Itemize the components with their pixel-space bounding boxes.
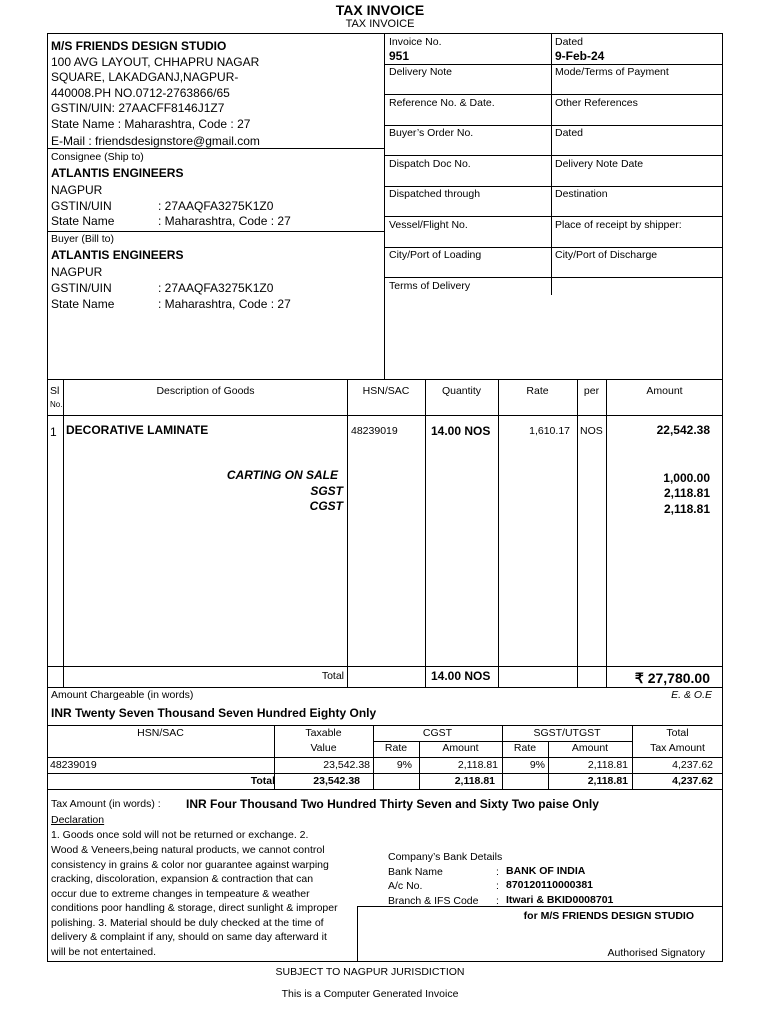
item-hsn: 48239019 (351, 425, 398, 437)
signature-for: for M/S FRIENDS DESIGN STUDIO (523, 910, 694, 922)
amount-words-label: Amount Chargeable (in words) (51, 689, 194, 701)
tax-row-sgst-amount: 2,118.81 (587, 759, 628, 771)
declaration-line: cracking, discoloration, expansion & contraction that can (51, 873, 314, 885)
seller-state: State Name : Maharashtra, Code : 27 (51, 117, 251, 131)
tax-col-total: Total (666, 727, 689, 739)
buyer-name: ATLANTIS ENGINEERS (51, 248, 184, 262)
total-label: Total (321, 670, 344, 682)
tax-in-words: INR Four Thousand Two Hundred Thirty Seven and Sixty Two paise Only (186, 797, 599, 811)
tax-words-label: Tax Amount (in words) : (51, 798, 161, 810)
charge-label: CARTING ON SALE (226, 468, 338, 482)
tax-col-hsn: HSN/SAC (137, 727, 184, 739)
buyer-state-label: State Name (51, 297, 115, 311)
tax-col-cgst-amount: Amount (442, 742, 479, 754)
consignee-state-label: State Name (51, 214, 115, 228)
item-sl: 1 (50, 425, 57, 439)
other-references-label: Other References (555, 97, 638, 109)
port-discharge-label: City/Port of Discharge (555, 249, 658, 261)
seller-gstin: GSTIN/UIN: 27AACFF8146J1Z7 (51, 101, 225, 115)
place-receipt-label: Place of receipt by shipper: (555, 219, 682, 231)
charge-amount: 2,118.81 (663, 502, 710, 516)
tax-row-hsn: 48239019 (50, 759, 97, 771)
declaration-line: delivery & complaint if any, should on same day afterward it (51, 931, 327, 943)
tax-col-sgst: SGST/UTGST (533, 727, 601, 739)
footer-jurisdiction: SUBJECT TO NAGPUR JURISDICTION (275, 966, 465, 978)
consignee-gstin-value: : 27AAQFA3275K1Z0 (158, 199, 274, 213)
port-loading-label: City/Port of Loading (389, 249, 482, 261)
item-amount: 22,542.38 (656, 423, 710, 437)
tax-total-taxable: 23,542.38 (313, 775, 360, 787)
consignee-heading: Consignee (Ship to) (51, 151, 144, 163)
tax-col-taxable: Taxable (305, 727, 342, 739)
col-hsn: HSN/SAC (362, 385, 410, 397)
seller-name: M/S FRIENDS DESIGN STUDIO (51, 39, 227, 53)
invoice-date: 9-Feb-24 (555, 49, 605, 63)
footer-computer-generated: This is a Computer Generated Invoice (281, 988, 459, 1000)
total-quantity: 14.00 NOS (431, 669, 491, 683)
tax-row-total: 4,237.62 (672, 759, 713, 771)
item-description: DECORATIVE LAMINATE (66, 423, 209, 437)
vessel-label: Vessel/Flight No. (389, 219, 468, 231)
invoice-subtitle: TAX INVOICE (345, 18, 415, 30)
item-rate: 1,610.17 (529, 425, 570, 437)
declaration-line: 1. Goods once sold will not be returned or exchange. 2. (51, 829, 309, 841)
bank-colon: : (496, 895, 499, 907)
bank-branch-label: Branch & IFS Code (388, 895, 479, 907)
buyers-order-label: Buyer’s Order No. (389, 127, 474, 139)
bank-branch: Itwari & BKID0008701 (506, 894, 614, 906)
declaration-line: conditions poor handling & storage, direct sunlight & improper (51, 902, 338, 914)
tax-row-cgst-amount: 2,118.81 (457, 759, 498, 771)
buyer-heading: Buyer (Bill to) (51, 233, 115, 245)
invoice-title: TAX INVOICE (335, 2, 425, 18)
declaration-line: consistency in grains & color nor guarantee against warping (51, 859, 329, 871)
dispatch-doc-label: Dispatch Doc No. (389, 158, 471, 170)
tax-col-sgst-amount: Amount (571, 742, 609, 754)
bank-colon: : (496, 880, 499, 892)
bank-name: BANK OF INDIA (506, 865, 586, 877)
dispatched-through-label: Dispatched through (389, 188, 481, 200)
col-description: Description of Goods (156, 385, 255, 397)
declaration-line: Wood & Veneers,being natural products, we cannot control (51, 844, 325, 856)
seller-address-3: 440008.PH NO.0712-2763866/65 (51, 86, 230, 100)
total-amount: ₹ 27,780.00 (634, 670, 710, 686)
dated2-label: Dated (555, 127, 584, 139)
tax-col-value: Value (310, 742, 337, 754)
delivery-note-date-label: Delivery Note Date (555, 158, 644, 170)
invoice-no-label: Invoice No. (389, 36, 442, 48)
tax-col-cgst-rate: Rate (384, 742, 408, 754)
tax-row-sgst-rate: 9% (529, 759, 545, 771)
buyer-city: NAGPUR (51, 265, 103, 279)
declaration-line: will be not entertained. (51, 946, 157, 958)
destination-label: Destination (555, 188, 608, 200)
tax-total-sgst-amount: 2,118.81 (587, 775, 628, 787)
declaration-line: occur due to extreme changes in tempeature & weather (51, 888, 310, 900)
item-quantity: 14.00 NOS (431, 424, 491, 438)
buyer-state-value: : Maharashtra, Code : 27 (158, 297, 291, 311)
charge-amount: 2,118.81 (663, 486, 710, 500)
eoe-label: E. & O.E (671, 689, 712, 701)
tax-total-label: Total (250, 775, 275, 787)
buyer-gstin-label: GSTIN/UIN (51, 281, 112, 295)
declaration-line: polishing. 3. Material should be duly checked at the time of (51, 917, 324, 929)
reference-label: Reference No. & Date. (389, 97, 495, 109)
consignee-city: NAGPUR (51, 183, 103, 197)
seller-email: E-Mail : friendsdesignstore@gmail.com (51, 134, 260, 148)
terms-delivery-label: Terms of Delivery (389, 280, 471, 292)
tax-col-cgst: CGST (422, 727, 453, 739)
bank-name-label: Bank Name (388, 866, 443, 878)
tax-col-sgst-rate: Rate (513, 742, 537, 754)
charge-label: CGST (309, 499, 343, 513)
tax-col-tax-amount: Tax Amount (650, 742, 705, 754)
declaration-heading: Declaration (51, 814, 105, 826)
delivery-note-label: Delivery Note (389, 66, 453, 78)
bank-ac-label: A/c No. (388, 880, 423, 892)
authorised-signatory: Authorised Signatory (607, 947, 705, 959)
item-per: NOS (580, 425, 603, 437)
tax-row-cgst-rate: 9% (396, 759, 412, 771)
tax-total-total: 4,237.62 (672, 775, 713, 787)
consignee-name: ATLANTIS ENGINEERS (51, 166, 184, 180)
seller-address-1: 100 AVG LAYOUT, CHHAPRU NAGAR (51, 55, 260, 69)
consignee-state-value: : Maharashtra, Code : 27 (158, 214, 291, 228)
tax-total-cgst-amount: 2,118.81 (454, 775, 495, 787)
col-sl: Sl (50, 385, 60, 397)
bank-heading: Company’s Bank Details (388, 851, 503, 863)
amount-in-words: INR Twenty Seven Thousand Seven Hundred Eighty Only (51, 706, 377, 720)
col-per: per (583, 385, 600, 397)
bank-ac: 870120110000381 (506, 879, 594, 891)
col-quantity: Quantity (441, 385, 482, 397)
col-no: No. (50, 400, 63, 409)
mode-terms-label: Mode/Terms of Payment (555, 66, 669, 78)
consignee-gstin-label: GSTIN/UIN (51, 199, 112, 213)
charge-label: SGST (310, 484, 343, 498)
seller-address-2: SQUARE, LAKADGANJ,NAGPUR- (51, 70, 239, 84)
dated-label: Dated (555, 36, 584, 48)
charge-amount: 1,000.00 (663, 471, 710, 485)
invoice-no: 951 (389, 49, 410, 63)
tax-row-taxable: 23,542.38 (323, 759, 370, 771)
buyer-gstin-value: : 27AAQFA3275K1Z0 (158, 281, 274, 295)
col-rate: Rate (526, 385, 549, 397)
col-amount: Amount (646, 385, 683, 397)
bank-colon: : (496, 866, 499, 878)
